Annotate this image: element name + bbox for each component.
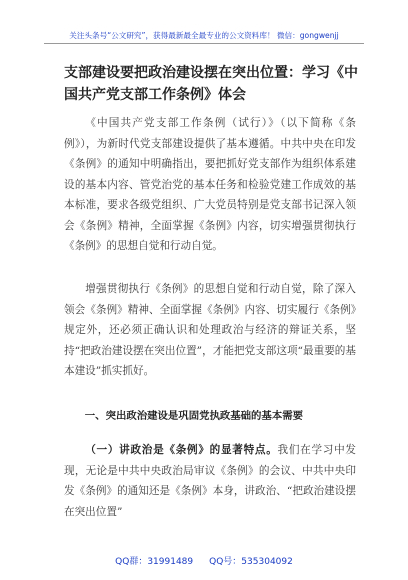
header-divider — [44, 43, 364, 44]
paragraph-second: 增强贯彻执行《条例》的思想自觉和行动自觉，除了深入领会《条例》精神、全面掌握《条例》内容、切实履行《条例》规定外，还必须正确认识和处理政治与经济的辩证关系，坚持“把政治建设摆在突出位置”，才能把党支部这项“最重要的基本建设”抓实抓好。 — [64, 283, 356, 377]
paragraph-third-lead: （一）讲政治是《条例》的显著特点。 — [85, 444, 278, 456]
section-heading: 一、突出政治建设是巩固党执政基础的基本需要 — [84, 410, 303, 422]
footer-contact — [0, 554, 408, 567]
document-title: 支部建设要把政治建设摆在突出位置：学习《中国共产党支部工作条例》体会 — [64, 65, 358, 103]
footer-qq-number: QQ号：535304092 — [209, 557, 293, 567]
paragraph-third — [64, 440, 356, 522]
footer-qq-group: QQ群：31991489 — [115, 557, 194, 567]
header-banner: 关注头条号“公文研究”，获得最新最全最专业的公文资料库！ 微信：gongwenjj — [69, 31, 339, 40]
paragraph-third-body: 我们在学习中发现，无论是中共中央政治局审议《条例》的会议、中共中央印发《条例》的通知还是《条例》本身，讲政治、“把政治建设摆在突出位置” — [64, 444, 357, 518]
paragraph-intro: 《中国共产党支部工作条例（试行）》（以下简称《条例》），为新时代党支部建设提供了基本遵循。中共中央在印发《条例》的通知中明确指出，要把抓好党支部作为组织体系建设的基本内容、管党治党的基本任务和检验党建工作成效的基本标准，要求各级党组织、广大党员特别是党支部书记深入领会《条例》精神，全面掌握《条例》内容，切实增强贯彻执行《条例》的思想自觉和行动自觉。 — [64, 117, 356, 252]
